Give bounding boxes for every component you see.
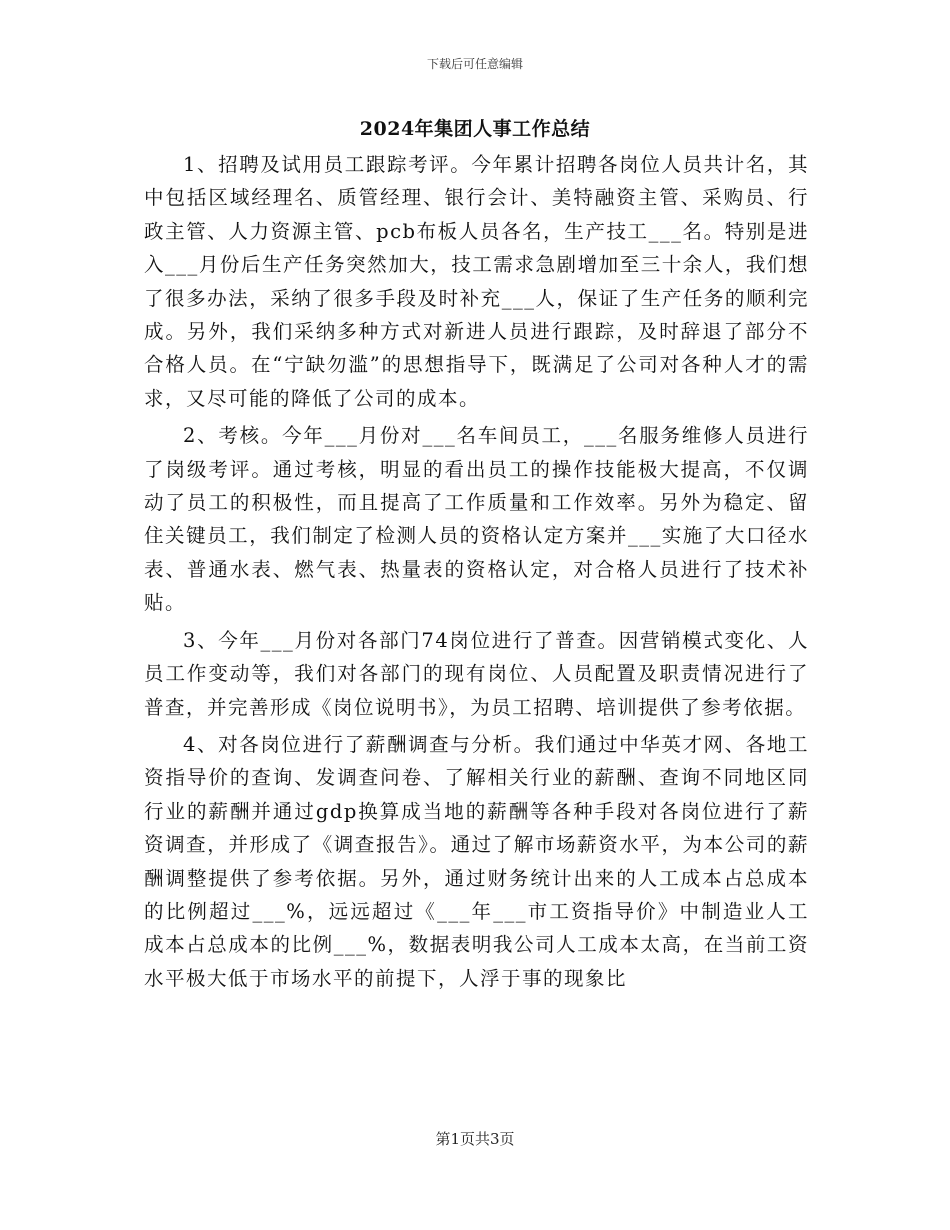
paragraph-3: 3、今年___月份对各部门74岗位进行了普查。因营销模式变化、人员工作变动等，我们对各部门的现有岗位、人员配置及职责情况进行了普查，并完善形成《岗位说明书》，为员工招聘、培训提供了参考依据。	[144, 628, 809, 719]
paragraph-2: 2、考核。今年___月份对___名车间员工，___名服务维修人员进行了岗级考评。通过考核，明显的看出员工的操作技能极大提高，不仅调动了员工的积极性，而且提高了工作质量和工作效率。另外为稳定、留住关键员工，我们制定了检测人员的资格认定方案并___实施了大口径水表、普通水表、燃气表、热量表的资格认定，对合格人员进行了技术补贴。	[144, 424, 809, 615]
page-header-note: 下载后可任意编辑	[426, 57, 523, 71]
page-number: 第1页共3页	[435, 1130, 515, 1148]
document-body	[144, 148, 809, 995]
document-title: 2024年集团人事工作总结	[359, 118, 591, 140]
paragraph-1: 1、招聘及试用员工跟踪考评。今年累计招聘各岗位人员共计名，其中包括区域经理名、质管经理、银行会计、美特融资主管、采购员、行政主管、人力资源主管、pcb布板人员各名，生产技工___名。特别是进入___月份后生产任务突然加大，技工需求急剧增加至三十余人，我们想了很多办法，采纳了很多手段及时补充___人，保证了生产任务的顺利完成。另外，我们采纳多种方式对新进人员进行跟踪，及时辞退了部分不合格人员。在“宁缺勿滥”的思想指导下，既满足了公司对各种人才的需求，又尽可能的降低了公司的成本。	[144, 153, 809, 410]
paragraph-4: 4、对各岗位进行了薪酬调查与分析。我们通过中华英才网、各地工资指导价的查询、发调查问卷、了解相关行业的薪酬、查询不同地区同行业的薪酬并通过gdp换算成当地的薪酬等各种手段对各岗位进行了薪资调查，并形成了《调查报告》。通过了解市场薪资水平，为本公司的薪酬调整提供了参考依据。另外，通过财务统计出来的人工成本占总成本的比例超过___%，远远超过《___年___市工资指导价》中制造业人工成本占总成本的比例___%，数据表明我公司人工成本太高，在当前工资水平极大低于市场水平的前提下，人浮于事的现象比	[144, 732, 809, 990]
